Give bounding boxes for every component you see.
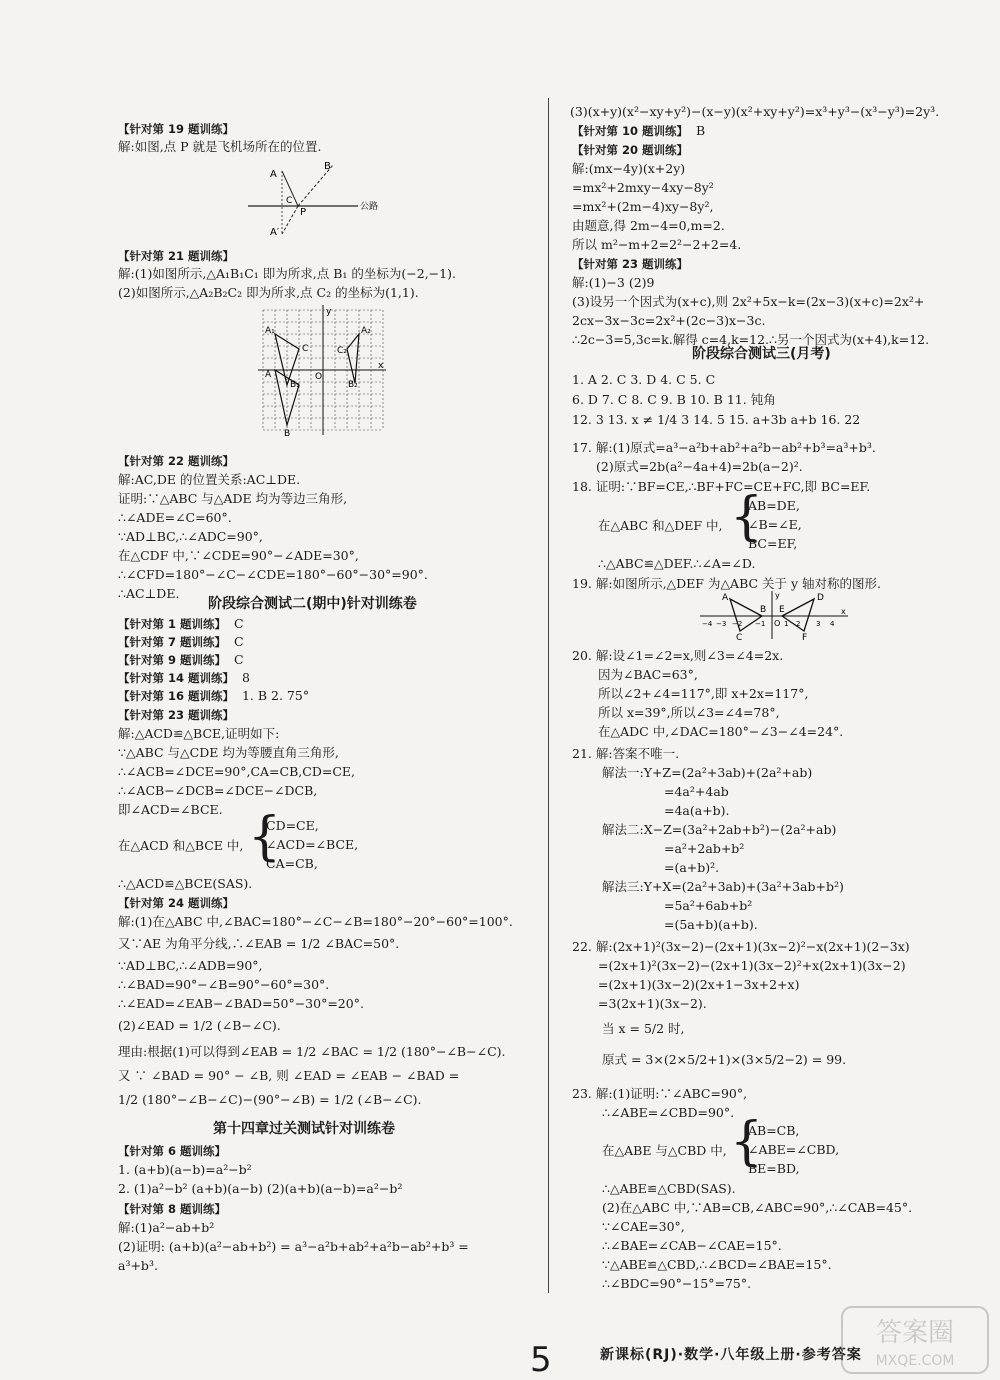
q21-line: =(5a+b)(a+b). [664, 917, 758, 932]
heading-q19: 【针对第 19 题训练】 [118, 122, 235, 136]
solution-q24-line: ∴∠BAD=90°−∠B=90°−60°=30°. [118, 977, 330, 992]
solution-q23-line: (3)设另一个因式为(x+c),则 2x²+5x−k=(2x−3)(x+c)=2x²+ [572, 294, 925, 309]
solution-q22-line: ∴∠ADE=∠C=60°. [118, 510, 232, 525]
q21-line: 解法二:X−Z=(3a²+2ab+b²)−(2a²+ab) [602, 822, 837, 837]
system-line: CD=CE, [266, 818, 319, 833]
short-answer-row: 【针对第 9 题训练】 C [118, 652, 244, 667]
q21-line: =a²+2ab+b² [664, 841, 745, 856]
q21-line: 21. 解:答案不唯一. [572, 746, 680, 761]
short-answer-row: 【针对第 1 题训练】 C [118, 616, 244, 631]
solution-q22-line: 证明:∵△ABC 与△ADE 均为等边三角形, [118, 491, 348, 506]
q22-line: =3(2x+1)(3x−2). [598, 996, 707, 1011]
heading-q22: 【针对第 22 题训练】 [118, 454, 235, 468]
section-title-midterm: 阶段综合测试二(期中)针对训练卷 [208, 596, 417, 612]
solution-q19: 解:如图,点 P 就是飞机场所在的位置. [118, 139, 322, 154]
solution-q23-line: ∵△ABC 与△CDE 均为等腰直角三角形, [118, 745, 339, 760]
tick-label: 4 [830, 620, 835, 628]
solution-q20-line: 由题意,得 2m−4=0,m=2. [572, 218, 725, 233]
answer-row: 12. 3 13. x ≠ 1/4 3 14. 5 15. a+3b a+b 16. 22 [572, 412, 861, 427]
solution-q22-line: ∵AD⊥BC,∴∠ADC=90°, [118, 529, 263, 544]
q23-line: ∵△ABE≌△CBD,∴∠BCD=∠BAE=15°. [602, 1257, 832, 1272]
tick-label: −2 [732, 620, 743, 628]
label-b: B [760, 605, 767, 615]
q20-line: 20. 解:设∠1=∠2=x,则∠3=∠4=2x. [572, 648, 784, 663]
solution-q23-line: 解:△ACD≌△BCE,证明如下: [118, 726, 280, 741]
short-answer-row: 【针对第 14 题训练】 8 [118, 670, 250, 685]
short-answer-row: 【针对第 10 题训练】 B [572, 123, 706, 138]
solution-q8-line: a³+b³. [118, 1258, 158, 1273]
q21-line: 解法一:Y+Z=(2a²+3ab)+(2a²+ab) [602, 765, 813, 780]
q17-line: 17. 解:(1)原式=a³−a²b+ab²+a²b−ab²+b³=a³+b³. [572, 440, 876, 455]
label-b2: B₂ [348, 380, 358, 390]
watermark-text: 答案圈 [875, 1318, 955, 1348]
brace: { [730, 487, 764, 547]
solution-q24-line: 又 ∵ ∠BAD = 90° − ∠B, 则 ∠EAD = ∠EAB − ∠BAD = [118, 1068, 460, 1083]
solution-q23-line: 2cx−3x−3c=2x²+(2c−3)x−3c. [572, 313, 766, 328]
heading-q8: 【针对第 8 题训练】 [118, 1202, 227, 1216]
q23-line: (2)在△ABC 中,∵AB=CB,∠ABC=90°,∴∠CAB=45°. [602, 1200, 913, 1215]
page-number: 5 [530, 1340, 552, 1380]
q23-line: ∴△ABE≌△CBD(SAS). [602, 1181, 736, 1196]
solution-line: (3)(x+y)(x²−xy+y²)−(x−y)(x²+xy+y²)=x³+y³−(x³−y³)=2y³. [570, 104, 940, 119]
q18-conclusion: ∴△ABC≌△DEF.∴∠A=∠D. [598, 556, 756, 571]
tick-label: 2 [796, 620, 801, 628]
section-title-chapter14: 第十四章过关测试针对训练卷 [213, 1121, 395, 1137]
q20-line: 所以∠2+∠4=117°,即 x+2x=117°, [598, 686, 809, 701]
solution-q22-line: ∴AC⊥DE. [118, 586, 180, 601]
short-answer-row: 【针对第 7 题训练】 C [118, 634, 244, 649]
q23-line: 23. 解:(1)证明:∵∠ABC=90°, [572, 1086, 748, 1101]
system-line: AB=CB, [748, 1123, 800, 1138]
q22-line: 原式 = 3×(2×5/2+1)×(3×5/2−2) = 99. [602, 1052, 847, 1067]
label-a: A [270, 169, 277, 180]
q22-line: 22. 解:(2x+1)²(3x−2)−(2x+1)(3x−2)²−x(2x+1)(2−3x) [572, 939, 910, 954]
q23-line: ∵∠CAE=30°, [602, 1219, 685, 1234]
label-d: D [817, 593, 824, 603]
heading-q21: 【针对第 21 题训练】 [118, 249, 235, 263]
axis-x-label: x [841, 607, 846, 616]
column-divider [548, 98, 549, 1293]
tick-label: 3 [816, 620, 821, 628]
q21-line: =(a+b)². [664, 860, 720, 875]
q21-line: =5a²+6ab+b² [664, 898, 753, 913]
system-line: AB=DE, [748, 498, 800, 513]
label-b: B [324, 161, 331, 172]
solution-q24-line: 理由:根据(1)可以得到∠EAB = 1/2 ∠BAC = 1/2 (180°−∠B−∠C). [118, 1044, 506, 1059]
label-a1: A₁ [265, 326, 275, 336]
solution-q23-line: ∴∠ACB−∠DCB=∠DCE−∠DCB, [118, 783, 318, 798]
solution-q23-line: ∴∠ACB=∠DCE=90°,CA=CB,CD=CE, [118, 764, 355, 779]
q23-line: ∴∠ABE=∠CBD=90°. [602, 1105, 735, 1120]
q22-line: =(2x+1)²(3x−2)−(2x+1)(3x−2)²+x(2x+1)(3x−2) [598, 958, 906, 973]
solution-q20-line: =mx²+2mxy−4xy−8y² [572, 180, 714, 195]
system-intro: 在△ABC 和△DEF 中, [598, 518, 723, 533]
brace: { [248, 807, 282, 867]
q23-line: ∴∠BDC=90°−15°=75°. [602, 1276, 752, 1291]
tick-label: −1 [755, 620, 766, 628]
solution-q20-line: =mx²+(2m−4)xy−8y², [572, 199, 714, 214]
q22-line: =(2x+1)(3x−2)(2x+1−3x+2+x) [598, 977, 800, 992]
answer-row: 6. D 7. C 8. C 9. B 10. B 11. 钝角 [572, 392, 776, 407]
solution-q24-line: ∵AD⊥BC,∴∠ADB=90°, [118, 958, 263, 973]
solution-q23-line: 即∠ACD=∠BCE. [118, 802, 223, 817]
solution-q20-line: 解:(mx−4y)(x+2y) [572, 161, 686, 176]
system-line: CA=CB, [266, 856, 318, 871]
system-intro: 在△ACD 和△BCE 中, [118, 838, 244, 853]
q20-line: 因为∠BAC=63°, [598, 667, 698, 682]
label-b1: B₁ [290, 380, 300, 390]
solution-q8-line: 解:(1)a²−ab+b² [118, 1220, 215, 1235]
system-line: ∠ABE=∠CBD, [748, 1142, 840, 1157]
solution-q24-line: (2)∠EAD = 1/2 (∠B−∠C). [118, 1018, 281, 1033]
heading-q23: 【针对第 23 题训练】 [572, 257, 689, 271]
label-c: C [736, 633, 743, 641]
q20-line: 在△ADC 中,∠DAC=180°−∠3−∠4=24°. [598, 724, 844, 739]
system-line: ∠B=∠E, [748, 517, 802, 532]
axis-y-label: y [775, 591, 780, 600]
figure-coordinate-grid-q21 [258, 305, 388, 437]
solution-q24-line: 1/2 (180°−∠B−∠C)−(90°−∠B) = 1/2 (∠B−∠C). [118, 1092, 422, 1107]
axis-x-label: x [378, 361, 384, 371]
solution-q22-line: 在△CDF 中,∵∠CDE=90°−∠ADE=30°, [118, 548, 359, 563]
short-answer-row: 【针对第 16 题训练】 1. B 2. 75° [118, 688, 310, 703]
label-road: 公路 [360, 202, 379, 212]
solution-q24-line: 又∵AE 为角平分线,∴∠EAB = 1/2 ∠BAC=50°. [118, 936, 400, 951]
heading-q24: 【针对第 24 题训练】 [118, 896, 235, 910]
q21-line: =4a(a+b). [664, 803, 730, 818]
axis-y-label: y [326, 307, 332, 317]
solution-q21-part1: 解:(1)如图所示,△A₁B₁C₁ 即为所求,点 B₁ 的坐标为(−2,−1). [118, 266, 456, 281]
tick-label: 1 [784, 620, 789, 628]
solution-q22-line: ∴∠CFD=180°−∠C−∠CDE=180°−60°−30°=90°. [118, 567, 428, 582]
label-b: B [284, 429, 291, 437]
q17-line: (2)原式=2b(a²−4a+4)=2b(a−2)². [596, 459, 803, 474]
q21-line: 解法三:Y+X=(2a²+3ab)+(3a²+3ab+b²) [602, 879, 844, 894]
solution-q21-part2: (2)如图所示,△A₂B₂C₂ 即为所求,点 C₂ 的坐标为(1,1). [118, 285, 419, 300]
system-line: BE=BD, [748, 1161, 800, 1176]
q18-line: 18. 证明:∵BF=CE,∴BF+FC=CE+FC,即 BC=EF. [572, 479, 871, 494]
solution-q22-line: 解:AC,DE 的位置关系:AC⊥DE. [118, 472, 301, 487]
page-footer: 新课标(RJ)·数学·八年级上册·参考答案 [600, 1347, 862, 1363]
label-a: A [265, 370, 272, 380]
origin-label: O [315, 372, 323, 382]
solution-q23-conclusion: ∴△ACD≌△BCE(SAS). [118, 876, 253, 891]
brace: { [730, 1112, 764, 1172]
tick-label: −3 [716, 620, 727, 628]
watermark-url: MXQE.COM [875, 1353, 955, 1369]
solution-q24-line: 解:(1)在△ABC 中,∠BAC=180°−∠C−∠B=180°−20°−60°=100°. [118, 914, 513, 929]
q19-line: 19. 解:如图所示,△DEF 为△ABC 关于 y 轴对称的图形. [572, 576, 882, 591]
label-c: C [302, 344, 309, 354]
solution-q23-line: 解:(1)−3 (2)9 [572, 275, 655, 290]
q20-line: 所以 x=39°,所以∠3=∠4=78°, [598, 705, 780, 720]
label-c2: C₂ [337, 346, 347, 356]
q21-line: =4a²+4ab [664, 784, 729, 799]
label-a: A [722, 593, 729, 603]
solution-q8-line: (2)证明: (a+b)(a²−ab+b²) = a³−a²b+ab²+a²b−ab²+b³ = [118, 1239, 469, 1254]
label-a2: A₂ [361, 326, 371, 336]
figure-airport-location [248, 157, 398, 237]
label-a-prime: A′ [270, 227, 280, 237]
label-c: C [286, 196, 293, 206]
label-p: P [300, 207, 307, 218]
label-e: E [779, 605, 785, 615]
section-title-monthly: 阶段综合测试三(月考) [692, 346, 831, 362]
q23-line: ∴∠BAE=∠CAB−∠CAE=15°. [602, 1238, 782, 1253]
solution-q24-line: ∴∠EAD=∠EAB−∠BAD=50°−30°=20°. [118, 996, 364, 1011]
system-line: BC=EF, [748, 536, 798, 551]
tick-label: −4 [702, 620, 713, 628]
heading-q20: 【针对第 20 题训练】 [572, 143, 689, 157]
solution-q20-line: 所以 m²−m+2=2²−2+2=4. [572, 237, 742, 252]
q22-line: 当 x = 5/2 时, [602, 1021, 685, 1036]
origin-label: O [774, 619, 781, 628]
heading-q23: 【针对第 23 题训练】 [118, 708, 235, 722]
heading-q6: 【针对第 6 题训练】 [118, 1144, 227, 1158]
solution-q23-line: ∴2c−3=5,3c=k.解得 c=4,k=12.∴另一个因式为(x+4),k=12. [572, 332, 930, 347]
system-intro: 在△ABE 与△CBD 中, [602, 1143, 727, 1158]
solution-q6-line: 1. (a+b)(a−b)=a²−b² [118, 1162, 252, 1177]
answer-row: 1. A 2. C 3. D 4. C 5. C [572, 372, 716, 387]
watermark-logo [840, 1305, 990, 1375]
figure-symmetry-q19 [700, 591, 850, 641]
label-f: F [802, 633, 808, 641]
solution-q6-line: 2. (1)a²−b² (a+b)(a−b) (2)(a+b)(a−b)=a²−b² [118, 1181, 403, 1196]
system-line: ∠ACD=∠BCE, [266, 837, 359, 852]
